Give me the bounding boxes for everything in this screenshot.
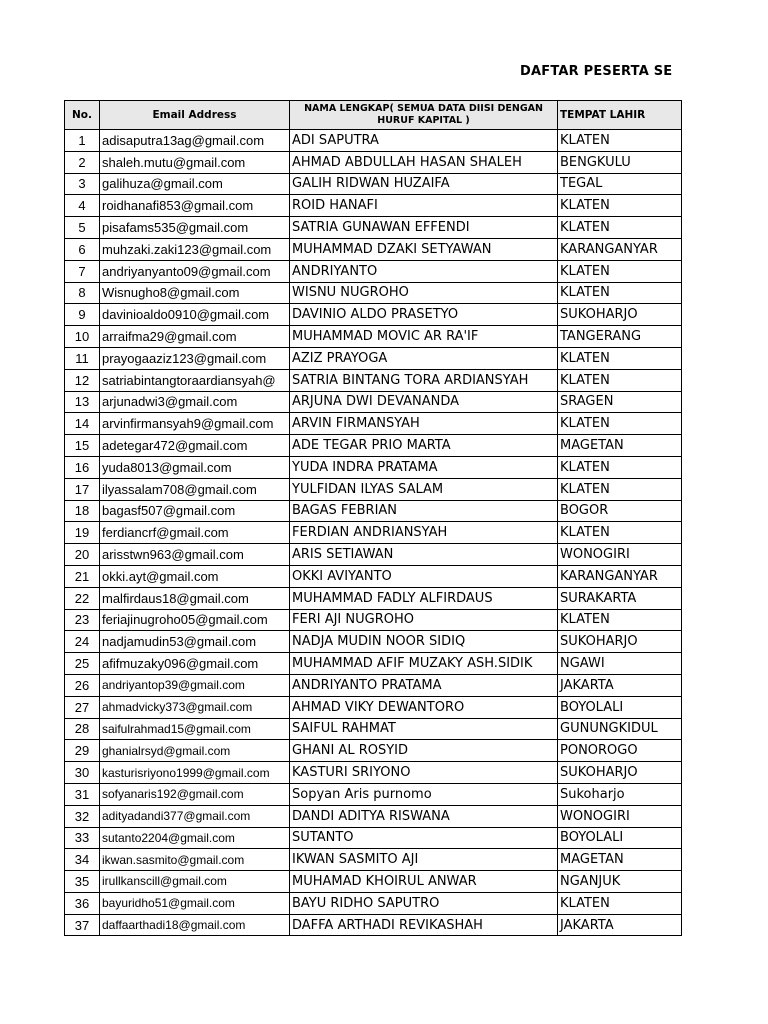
row-number: 32 <box>65 805 100 827</box>
row-number: 5 <box>65 217 100 239</box>
table-row <box>65 849 682 871</box>
table-row <box>65 827 682 849</box>
row-email: davinioaldo0910@gmail.com <box>100 304 290 326</box>
table-row <box>65 674 682 696</box>
table-row <box>65 413 682 435</box>
table-row <box>65 478 682 500</box>
row-nama: KASTURI SRIYONO <box>290 762 558 784</box>
row-nama: AHMAD VIKY DEWANTORO <box>290 696 558 718</box>
table-row <box>65 347 682 369</box>
row-number: 14 <box>65 413 100 435</box>
table-body <box>65 130 682 936</box>
row-nama: ROID HANAFI <box>290 195 558 217</box>
row-email: shaleh.mutu@gmail.com <box>100 151 290 173</box>
table-row <box>65 326 682 348</box>
row-tempat-lahir: KLATEN <box>558 195 682 217</box>
row-tempat-lahir: SUKOHARJO <box>558 631 682 653</box>
table-row <box>65 173 682 195</box>
row-nama: AZIZ PRAYOGA <box>290 347 558 369</box>
row-number: 11 <box>65 347 100 369</box>
row-tempat-lahir: KLATEN <box>558 347 682 369</box>
row-number: 30 <box>65 762 100 784</box>
row-tempat-lahir: MAGETAN <box>558 435 682 457</box>
row-email: ikwan.sasmito@gmail.com <box>100 849 290 871</box>
row-nama: MUHAMMAD FADLY ALFIRDAUS <box>290 587 558 609</box>
table-row <box>65 282 682 304</box>
row-tempat-lahir: KLATEN <box>558 282 682 304</box>
row-nama: ARIS SETIAWAN <box>290 544 558 566</box>
table-row <box>65 565 682 587</box>
row-email: arisstwn963@gmail.com <box>100 544 290 566</box>
row-nama: NADJA MUDIN NOOR SIDIQ <box>290 631 558 653</box>
row-nama: ARJUNA DWI DEVANANDA <box>290 391 558 413</box>
row-nama: MUHAMAD KHOIRUL ANWAR <box>290 871 558 893</box>
row-tempat-lahir: KLATEN <box>558 522 682 544</box>
row-email: prayogaaziz123@gmail.com <box>100 347 290 369</box>
row-number: 3 <box>65 173 100 195</box>
row-nama: MUHAMMAD MOVIC AR RA'IF <box>290 326 558 348</box>
row-tempat-lahir: KLATEN <box>558 609 682 631</box>
row-number: 16 <box>65 456 100 478</box>
row-tempat-lahir: SUKOHARJO <box>558 304 682 326</box>
table-header-row <box>65 101 682 130</box>
table-row <box>65 435 682 457</box>
row-email: kasturisriyono1999@gmail.com <box>100 762 290 784</box>
row-number: 28 <box>65 718 100 740</box>
row-tempat-lahir: NGANJUK <box>558 871 682 893</box>
row-nama: SUTANTO <box>290 827 558 849</box>
row-email: feriajinugroho05@gmail.com <box>100 609 290 631</box>
row-nama: SATRIA GUNAWAN EFFENDI <box>290 217 558 239</box>
row-nama: DAFFA ARTHADI REVIKASHAH <box>290 914 558 936</box>
row-nama: AHMAD ABDULLAH HASAN SHALEH <box>290 151 558 173</box>
row-number: 29 <box>65 740 100 762</box>
row-tempat-lahir: KLATEN <box>558 478 682 500</box>
row-nama: ADE TEGAR PRIO MARTA <box>290 435 558 457</box>
row-tempat-lahir: JAKARTA <box>558 674 682 696</box>
table-row <box>65 609 682 631</box>
header-no: No. <box>65 101 100 130</box>
table-row <box>65 653 682 675</box>
row-number: 27 <box>65 696 100 718</box>
row-email: okki.ayt@gmail.com <box>100 565 290 587</box>
table-row <box>65 544 682 566</box>
row-email: nadjamudin53@gmail.com <box>100 631 290 653</box>
row-nama: YUDA INDRA PRATAMA <box>290 456 558 478</box>
row-email: irullkanscill@gmail.com <box>100 871 290 893</box>
row-tempat-lahir: BOYOLALI <box>558 827 682 849</box>
row-email: arjunadwi3@gmail.com <box>100 391 290 413</box>
row-nama: IKWAN SASMITO AJI <box>290 849 558 871</box>
row-nama: GHANI AL ROSYID <box>290 740 558 762</box>
table-row <box>65 522 682 544</box>
row-number: 8 <box>65 282 100 304</box>
row-nama: ANDRIYANTO <box>290 260 558 282</box>
table-row <box>65 369 682 391</box>
row-nama: SAIFUL RAHMAT <box>290 718 558 740</box>
page-title: DAFTAR PESERTA SE <box>520 64 673 79</box>
row-email: muhzaki.zaki123@gmail.com <box>100 238 290 260</box>
table-row <box>65 805 682 827</box>
row-nama: WISNU NUGROHO <box>290 282 558 304</box>
row-number: 2 <box>65 151 100 173</box>
row-tempat-lahir: KLATEN <box>558 369 682 391</box>
row-number: 13 <box>65 391 100 413</box>
row-number: 25 <box>65 653 100 675</box>
table-row <box>65 391 682 413</box>
row-email: ahmadvicky373@gmail.com <box>100 696 290 718</box>
row-nama: DAVINIO ALDO PRASETYO <box>290 304 558 326</box>
row-email: daffaarthadi18@gmail.com <box>100 914 290 936</box>
row-tempat-lahir: MAGETAN <box>558 849 682 871</box>
row-number: 31 <box>65 783 100 805</box>
table-row <box>65 914 682 936</box>
row-email: malfirdaus18@gmail.com <box>100 587 290 609</box>
row-tempat-lahir: KLATEN <box>558 413 682 435</box>
row-tempat-lahir: SRAGEN <box>558 391 682 413</box>
row-tempat-lahir: KARANGANYAR <box>558 238 682 260</box>
table-row <box>65 130 682 152</box>
row-tempat-lahir: BENGKULU <box>558 151 682 173</box>
row-tempat-lahir: GUNUNGKIDUL <box>558 718 682 740</box>
row-email: bagasf507@gmail.com <box>100 500 290 522</box>
row-number: 1 <box>65 130 100 152</box>
row-number: 37 <box>65 914 100 936</box>
row-nama: OKKI AVIYANTO <box>290 565 558 587</box>
header-nama: NAMA LENGKAP( SEMUA DATA DIISI DENGAN HURUF KAPITAL ) <box>290 101 558 130</box>
row-nama: ANDRIYANTO PRATAMA <box>290 674 558 696</box>
row-number: 22 <box>65 587 100 609</box>
row-tempat-lahir: KARANGANYAR <box>558 565 682 587</box>
header-email: Email Address <box>100 101 290 130</box>
row-number: 35 <box>65 871 100 893</box>
table-row <box>65 260 682 282</box>
row-email: adisaputra13ag@gmail.com <box>100 130 290 152</box>
table-row <box>65 151 682 173</box>
row-tempat-lahir: JAKARTA <box>558 914 682 936</box>
row-number: 15 <box>65 435 100 457</box>
row-tempat-lahir: PONOROGO <box>558 740 682 762</box>
row-email: pisafams535@gmail.com <box>100 217 290 239</box>
table-row <box>65 740 682 762</box>
row-tempat-lahir: KLATEN <box>558 260 682 282</box>
table-row <box>65 892 682 914</box>
row-email: arraifma29@gmail.com <box>100 326 290 348</box>
table-row <box>65 456 682 478</box>
row-tempat-lahir: Sukoharjo <box>558 783 682 805</box>
table-row <box>65 238 682 260</box>
row-tempat-lahir: KLATEN <box>558 892 682 914</box>
row-email: Wisnugho8@gmail.com <box>100 282 290 304</box>
row-email: andriyanyanto09@gmail.com <box>100 260 290 282</box>
row-email: yuda8013@gmail.com <box>100 456 290 478</box>
row-tempat-lahir: NGAWI <box>558 653 682 675</box>
row-email: galihuza@gmail.com <box>100 173 290 195</box>
row-nama: Sopyan Aris purnomo <box>290 783 558 805</box>
row-tempat-lahir: KLATEN <box>558 456 682 478</box>
row-nama: MUHAMMAD DZAKI SETYAWAN <box>290 238 558 260</box>
row-number: 17 <box>65 478 100 500</box>
row-number: 12 <box>65 369 100 391</box>
row-number: 33 <box>65 827 100 849</box>
row-number: 10 <box>65 326 100 348</box>
table-row <box>65 304 682 326</box>
row-number: 24 <box>65 631 100 653</box>
row-number: 36 <box>65 892 100 914</box>
row-nama: GALIH RIDWAN HUZAIFA <box>290 173 558 195</box>
table-row <box>65 195 682 217</box>
row-number: 26 <box>65 674 100 696</box>
row-email: satriabintangtoraardiansyah@ <box>100 369 290 391</box>
row-tempat-lahir: BOYOLALI <box>558 696 682 718</box>
row-email: adetegar472@gmail.com <box>100 435 290 457</box>
row-nama: MUHAMMAD AFIF MUZAKY ASH.SIDIK <box>290 653 558 675</box>
row-number: 23 <box>65 609 100 631</box>
row-nama: SATRIA BINTANG TORA ARDIANSYAH <box>290 369 558 391</box>
row-tempat-lahir: TEGAL <box>558 173 682 195</box>
row-number: 9 <box>65 304 100 326</box>
row-tempat-lahir: KLATEN <box>558 217 682 239</box>
table-row <box>65 217 682 239</box>
row-tempat-lahir: SUKOHARJO <box>558 762 682 784</box>
row-number: 18 <box>65 500 100 522</box>
row-number: 19 <box>65 522 100 544</box>
table-row <box>65 500 682 522</box>
row-number: 34 <box>65 849 100 871</box>
row-email: bayuridho51@gmail.com <box>100 892 290 914</box>
row-email: adityadandi377@gmail.com <box>100 805 290 827</box>
table-row <box>65 783 682 805</box>
row-email: sofyanaris192@gmail.com <box>100 783 290 805</box>
row-tempat-lahir: WONOGIRI <box>558 805 682 827</box>
row-email: arvinfirmansyah9@gmail.com <box>100 413 290 435</box>
row-nama: ARVIN FIRMANSYAH <box>290 413 558 435</box>
row-email: afifmuzaky096@gmail.com <box>100 653 290 675</box>
row-email: ghanialrsyd@gmail.com <box>100 740 290 762</box>
row-nama: FERI AJI NUGROHO <box>290 609 558 631</box>
row-nama: ADI SAPUTRA <box>290 130 558 152</box>
row-email: roidhanafi853@gmail.com <box>100 195 290 217</box>
row-email: sutanto2204@gmail.com <box>100 827 290 849</box>
row-nama: BAYU RIDHO SAPUTRO <box>290 892 558 914</box>
row-email: andriyantop39@gmail.com <box>100 674 290 696</box>
row-tempat-lahir: KLATEN <box>558 130 682 152</box>
table-row <box>65 631 682 653</box>
row-nama: DANDI ADITYA RISWANA <box>290 805 558 827</box>
row-number: 20 <box>65 544 100 566</box>
header-tempat-lahir: TEMPAT LAHIR <box>558 101 682 130</box>
table-row <box>65 587 682 609</box>
row-email: ilyassalam708@gmail.com <box>100 478 290 500</box>
row-tempat-lahir: WONOGIRI <box>558 544 682 566</box>
row-number: 6 <box>65 238 100 260</box>
row-tempat-lahir: SURAKARTA <box>558 587 682 609</box>
row-number: 7 <box>65 260 100 282</box>
table-row <box>65 718 682 740</box>
row-number: 4 <box>65 195 100 217</box>
table-row <box>65 762 682 784</box>
participant-table <box>64 100 682 936</box>
row-tempat-lahir: BOGOR <box>558 500 682 522</box>
row-number: 21 <box>65 565 100 587</box>
row-nama: BAGAS FEBRIAN <box>290 500 558 522</box>
row-nama: FERDIAN ANDRIANSYAH <box>290 522 558 544</box>
table-row <box>65 696 682 718</box>
row-email: ferdiancrf@gmail.com <box>100 522 290 544</box>
table-row <box>65 871 682 893</box>
row-nama: YULFIDAN ILYAS SALAM <box>290 478 558 500</box>
row-tempat-lahir: TANGERANG <box>558 326 682 348</box>
row-email: saifulrahmad15@gmail.com <box>100 718 290 740</box>
